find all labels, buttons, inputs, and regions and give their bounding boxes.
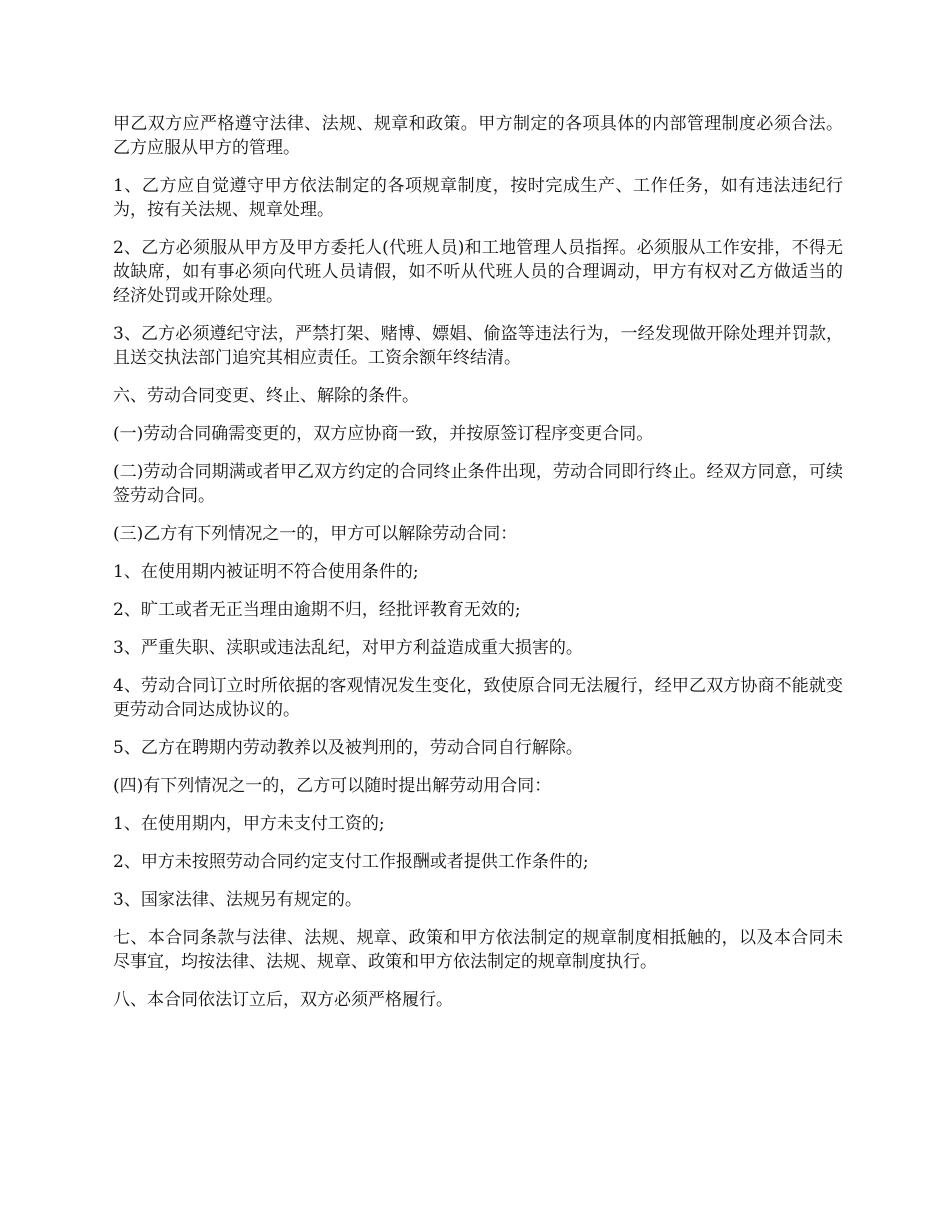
paragraph-change-4: (四)有下列情况之一的，乙方可以随时提出解劳动用合同： [113, 776, 552, 796]
paragraph-intro: 甲乙双方应严格遵守法律、法规、规章和政策。甲方制定的各项具体的内部管理制度必须合法。乙方应服从甲方的管理。 [113, 114, 843, 158]
list-item-terminate-5: 5、乙方在聘期内劳动教养以及被判刑的，劳动合同自行解除。 [113, 738, 583, 758]
list-item-terminate-2: 2、旷工或者无正当理由逾期不归，经批评教育无效的; [113, 600, 521, 620]
list-item-resign-1: 1、在使用期内，甲方未支付工资的; [113, 814, 385, 834]
section-heading-6: 六、劳动合同变更、终止、解除的条件。 [113, 386, 419, 406]
paragraph-change-3: (三)乙方有下列情况之一的，甲方可以解除劳动合同： [113, 524, 518, 544]
list-item-terminate-4: 4、劳动合同订立时所依据的客观情况发生变化，致使原合同无法履行，经甲乙双方协商不能就变更劳动合同达成协议的。 [113, 676, 843, 720]
document-body [113, 112, 843, 1026]
list-item-terminate-1: 1、在使用期内被证明不符合使用条件的; [113, 562, 419, 582]
paragraph-change-2: (二)劳动合同期满或者甲乙双方约定的合同终止条件出现，劳动合同即行终止。经双方同意，可续签劳动合同。 [113, 462, 843, 506]
list-item-terminate-3: 3、严重失职、渎职或违法乱纪，对甲方利益造成重大损害的。 [113, 638, 583, 658]
paragraph-rule-1: 1、乙方应自觉遵守甲方依法制定的各项规章制度，按时完成生产、工作任务，如有违法违纪行为，按有关法规、规章处理。 [113, 176, 843, 220]
list-item-resign-2: 2、甲方未按照劳动合同约定支付工作报酬或者提供工作条件的; [113, 852, 589, 872]
paragraph-change-1: (一)劳动合同确需变更的，双方应协商一致，并按原签订程序变更合同。 [113, 424, 654, 444]
section-heading-8: 八、本合同依法订立后，双方必须严格履行。 [113, 990, 453, 1010]
paragraph-rule-3: 3、乙方必须遵纪守法，严禁打架、赌博、嫖娼、偷盗等违法行为，一经发现做开除处理并罚款，且送交执法部门追究其相应责任。工资余额年终结清。 [113, 324, 843, 368]
section-heading-7: 七、本合同条款与法律、法规、规章、政策和甲方依法制定的规章制度相抵触的，以及本合同未尽事宜，均按法律、法规、规章、政策和甲方依法制定的规章制度执行。 [113, 928, 843, 972]
paragraph-rule-2: 2、乙方必须服从甲方及甲方委托人(代班人员)和工地管理人员指挥。必须服从工作安排，不得无故缺席，如有事必须向代班人员请假，如不听从代班人员的合理调动，甲方有权对乙方做适当的经济处罚或开除处理。 [113, 238, 843, 306]
list-item-resign-3: 3、国家法律、法规另有规定的。 [113, 890, 362, 910]
